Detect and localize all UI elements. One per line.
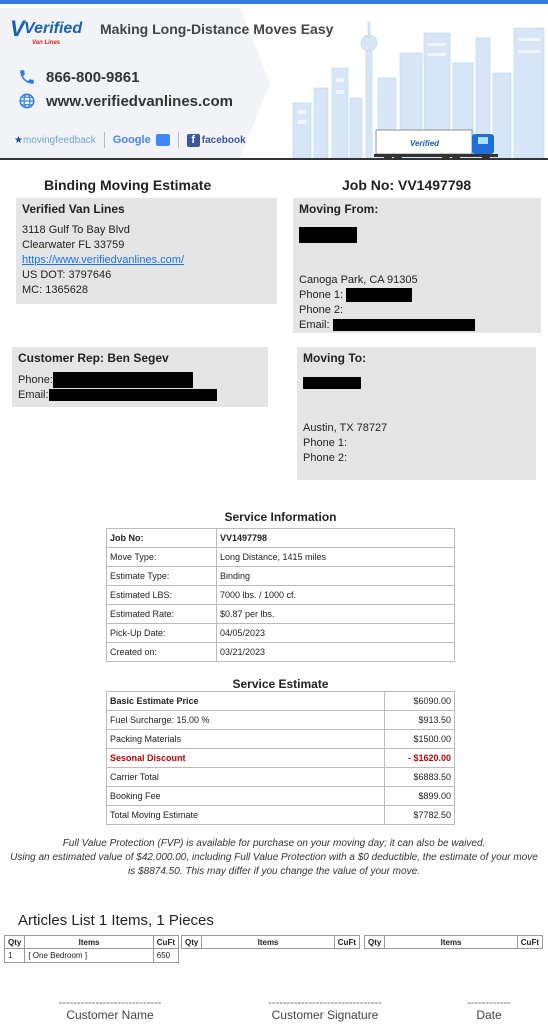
google-reviews-icon xyxy=(156,134,170,146)
service-info-row xyxy=(107,605,455,624)
article-row xyxy=(5,949,179,963)
tagline: Making Long-Distance Moves Easy xyxy=(100,21,334,37)
articles-header-row xyxy=(5,936,179,949)
service-estimate-row xyxy=(107,730,455,749)
article-qty: 1 xyxy=(5,949,25,963)
customer-name-field[interactable]: ---------------------------- Customer Name xyxy=(22,998,198,1022)
redacted-name xyxy=(299,227,357,243)
phone-icon xyxy=(18,68,36,86)
service-information-title: Service Information xyxy=(224,510,337,524)
moving-to-box xyxy=(297,347,536,480)
moving-to-city: Austin, TX 78727 xyxy=(303,422,388,434)
service-estimate-row xyxy=(107,692,455,711)
service-info-value: 7000 lbs. / 1000 cf. xyxy=(217,586,455,605)
moving-from-city: Canoga Park, CA 91305 xyxy=(299,274,418,286)
moving-to-phone2-label: Phone 2: xyxy=(303,452,348,464)
service-info-row xyxy=(107,586,455,605)
articles-header-cuft: CuFt xyxy=(334,936,359,949)
divider xyxy=(104,132,105,148)
city-skyline-illustration xyxy=(288,8,548,160)
service-info-label: Pick-Up Date: xyxy=(107,624,217,643)
articles-header-qty: Qty xyxy=(5,936,25,949)
facebook-icon: f xyxy=(187,134,200,147)
service-info-label: Estimated Rate: xyxy=(107,605,217,624)
service-info-row xyxy=(107,567,455,586)
google-wordmark: Google xyxy=(112,133,151,146)
articles-header-items: Items xyxy=(25,936,153,949)
service-estimate-row xyxy=(107,806,455,825)
estimate-line-label: Basic Estimate Price xyxy=(107,692,385,711)
divider xyxy=(178,132,179,148)
service-info-value: Long Distance, 1415 miles xyxy=(217,548,455,567)
articles-header-cuft: CuFt xyxy=(153,936,178,949)
customer-name-label: Customer Name xyxy=(66,1008,154,1022)
estimate-line-amount: $913.50 xyxy=(385,711,455,730)
company-mc: MC: 1365628 xyxy=(22,284,89,296)
article-item: [ One Bedroom ] xyxy=(25,949,153,963)
truck-label: Verified xyxy=(410,139,440,148)
moving-from-phone2-label: Phone 2: xyxy=(299,304,344,316)
service-info-label: Estimate Type: xyxy=(107,567,217,586)
company-logo: V Verified Van Lines xyxy=(10,16,83,46)
social-badges xyxy=(14,132,246,148)
service-estimate-row xyxy=(107,749,455,768)
estimate-title: Binding Moving Estimate xyxy=(44,177,212,193)
fvp-note-line2: Using an estimated value of $42,000.00, including Full Value Protection with a $0 deductible, the estimate of your move is $8874.50. This may differ if you change the value of your move. xyxy=(10,852,538,877)
google-badge[interactable] xyxy=(113,134,170,146)
service-info-value: 04/05/2023 xyxy=(217,624,455,643)
star-icon: ★ xyxy=(14,134,23,146)
service-info-label: Move Type: xyxy=(107,548,217,567)
moving-truck-icon xyxy=(374,130,498,160)
service-info-value: VV1497798 xyxy=(217,529,455,548)
redacted-name xyxy=(303,377,361,389)
website-link[interactable]: www.verifiedvanlines.com xyxy=(46,92,234,110)
estimate-line-amount: $7782.50 xyxy=(385,806,455,825)
service-estimate-title: Service Estimate xyxy=(232,677,329,691)
redacted-rep-email xyxy=(49,389,217,401)
service-info-row xyxy=(107,548,455,567)
service-info-value: $0.87 per lbs. xyxy=(217,605,455,624)
articles-table-2 xyxy=(181,935,360,949)
moving-to-phone1-label: Phone 1: xyxy=(303,437,348,449)
moving-from-title: Moving From: xyxy=(299,202,379,216)
service-information-table xyxy=(106,528,455,662)
company-address-line1: 3118 Gulf To Bay Blvd xyxy=(22,224,130,236)
customer-rep-title: Customer Rep: Ben Segev xyxy=(18,351,169,365)
phone-row xyxy=(18,68,139,86)
movingfeedback-badge[interactable]: ★movingfeedback xyxy=(14,134,96,146)
estimate-line-amount: $6883.50 xyxy=(385,768,455,787)
company-address-line2: Clearwater FL 33759 xyxy=(22,239,125,251)
service-info-value: Binding xyxy=(217,567,455,586)
website-row xyxy=(18,92,233,110)
estimate-line-amount: $899.00 xyxy=(385,787,455,806)
estimate-line-label: Carrier Total xyxy=(107,768,385,787)
estimate-line-label: Fuel Surcharge: 15.00 % xyxy=(107,711,385,730)
articles-title: Articles List 1 Items, 1 Pieces xyxy=(18,912,214,929)
service-estimate-row xyxy=(107,768,455,787)
estimate-line-label: Booking Fee xyxy=(107,787,385,806)
fvp-note xyxy=(10,837,538,879)
service-info-row xyxy=(107,624,455,643)
articles-header-qty: Qty xyxy=(365,936,385,949)
estimate-line-label: Packing Materials xyxy=(107,730,385,749)
articles-header-items: Items xyxy=(385,936,517,949)
articles-header-items: Items xyxy=(202,936,334,949)
company-website-link[interactable]: https://www.verifiedvanlines.com/ xyxy=(22,254,185,266)
articles-header-cuft: CuFt xyxy=(517,936,542,949)
articles-header-qty: Qty xyxy=(182,936,202,949)
job-number-heading: Job No: VV1497798 xyxy=(342,177,472,193)
phone-number[interactable]: 866-800-9861 xyxy=(46,68,140,86)
redacted-rep-phone xyxy=(53,372,193,388)
redacted-phone xyxy=(346,288,412,302)
header-banner xyxy=(0,0,548,160)
estimate-line-label: Total Moving Estimate xyxy=(107,806,385,825)
rep-email-label: Email: xyxy=(18,389,49,401)
moving-from-email-label: Email: xyxy=(299,319,330,331)
article-cuft: 650 xyxy=(153,949,178,963)
articles-header-row xyxy=(182,936,360,949)
date-label: Date xyxy=(476,1008,502,1022)
service-info-label: Created on: xyxy=(107,643,217,662)
service-info-row xyxy=(107,529,455,548)
company-info-box xyxy=(16,198,277,304)
articles-header-row xyxy=(365,936,543,949)
facebook-badge[interactable]: f facebook xyxy=(187,134,246,147)
service-estimate-row xyxy=(107,787,455,806)
service-estimate-table xyxy=(106,691,455,825)
customer-rep-box xyxy=(12,347,268,407)
moving-from-phone1-label: Phone 1: xyxy=(299,289,344,301)
articles-table-3 xyxy=(364,935,543,949)
service-info-value: 03/21/2023 xyxy=(217,643,455,662)
estimate-line-amount: $6090.00 xyxy=(385,692,455,711)
fvp-note-line1: Full Value Protection (FVP) is available for purchase on your moving day; it can also be waived. xyxy=(62,838,486,849)
articles-table-1 xyxy=(4,935,179,963)
company-usdot: US DOT: 3797646 xyxy=(22,269,112,281)
company-name: Verified Van Lines xyxy=(22,202,125,216)
customer-signature-label: Customer Signature xyxy=(271,1008,379,1022)
rep-phone-label: Phone: xyxy=(18,373,53,386)
date-field[interactable]: ------------ Date xyxy=(452,998,526,1022)
redacted-email xyxy=(333,319,475,331)
moving-to-title: Moving To: xyxy=(303,351,367,365)
moving-from-box xyxy=(293,198,541,333)
service-info-label: Job No: xyxy=(107,529,217,548)
service-info-label: Estimated LBS: xyxy=(107,586,217,605)
estimate-line-label: Sesonal Discount xyxy=(107,749,385,768)
customer-signature-field[interactable]: ------------------------------- Customer Signature xyxy=(228,998,422,1022)
service-estimate-row xyxy=(107,711,455,730)
globe-icon xyxy=(18,92,36,110)
estimate-line-amount: - $1620.00 xyxy=(385,749,455,768)
estimate-line-amount: $1500.00 xyxy=(385,730,455,749)
service-info-row xyxy=(107,643,455,662)
